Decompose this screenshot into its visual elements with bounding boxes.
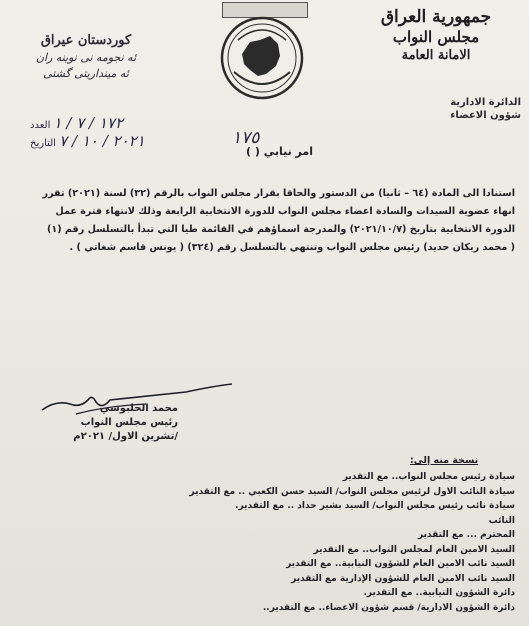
department-block	[401, 96, 521, 122]
reference-number-label: العدد	[30, 120, 51, 131]
copy-item: السيد نائب الامين العام للشؤون الإدارية مع التقدير	[291, 573, 515, 584]
header-kurdish-region: كوردستان عيراق	[40, 33, 132, 48]
signature-block	[48, 402, 178, 444]
body-line: استنادا الى المادة (٦٤ – ثانيا) من الدستور والحاقا بقرار مجلس النواب بالرقم (٣٢) لسنة (٢٠٢١) تقرر	[42, 188, 515, 199]
signatory-name: محمد الحلبوسي	[99, 403, 178, 414]
signature-date: /تشرين الاول/ ٢٠٢١م	[73, 431, 178, 442]
copy-item: سيادة رئيس مجلس النواب.. مع التقدير	[342, 472, 515, 482]
copy-item: المحترم ... مع التقدير	[417, 530, 515, 540]
department-section: شؤون الاعضاء	[450, 110, 521, 121]
signatory-title: رئيس مجلس النواب	[80, 417, 178, 428]
copy-item: السيد نائب الامين العام للشؤون النيابية.. مع التقدير	[286, 559, 515, 569]
header-kurdish-council: ئه نجومه نى نوينه ران	[35, 51, 137, 64]
header-secretariat: الامانة العامة	[401, 48, 471, 63]
copy-item: سيادة النائب الاول لرئيس مجلس النواب/ السيد حسن الكعبي .. مع التقدير	[189, 486, 515, 497]
order-body	[15, 185, 515, 257]
header-left-block	[26, 32, 146, 81]
reference-date-label: التاريخ	[30, 138, 56, 149]
header-country: جمهورية العراق	[380, 7, 492, 27]
body-line: انهاء عضوية السيدات والسادة اعضاء مجلس النواب للدورة الانتخابية الرابعة وذلك لانتهاء فترة عمل	[55, 206, 515, 217]
copy-item: السيد الامين العام لمجلس النواب.. مع التقدير	[313, 544, 515, 555]
copy-item: النائب	[488, 515, 515, 526]
header-council: مجلس النواب	[392, 28, 480, 46]
header-right-block	[361, 6, 511, 65]
header-kurdish-secretariat: ئه مينداريتى گشتى	[43, 67, 129, 80]
copy-item: دائرة الشؤون الادارية/ قسم شؤون الاعضاء.. مع التقدير..	[262, 602, 515, 613]
body-line: الدورة الانتخابية بتاريخ (٢٠٢١/١٠/٧) والمدرجة اسماؤهم في القائمة طيا التي تبدأ بالتسلسل رقم (١)	[46, 224, 515, 235]
order-title: امر نيابي ( )	[246, 145, 313, 158]
reference-date: ٢٠٢١ / ١٠ / ٧	[59, 132, 145, 150]
parliament-emblem-icon	[214, 10, 310, 106]
copy-item: دائرة الشؤون النيابية.. مع التقدير.	[363, 588, 515, 598]
reference-number: ١٧٢ / ٧ / ١	[53, 114, 124, 132]
copies-heading: نسخة منه إلى:	[410, 455, 479, 466]
reference-block	[30, 114, 150, 150]
order-number: ١٧٥	[232, 128, 260, 148]
copies-list	[10, 470, 515, 615]
body-line: ( محمد ريكان حديد) رئيس مجلس النواب وتنتهي بالتسلسل رقم (٣٢٤) ( يونس قاسم شغاتي ) .	[69, 242, 515, 253]
department-name: الدائرة الادارية	[450, 97, 521, 108]
copy-item: سيادة نائب رئيس مجلس النواب/ السيد بشير حداد .. مع التقدير.	[235, 501, 515, 511]
